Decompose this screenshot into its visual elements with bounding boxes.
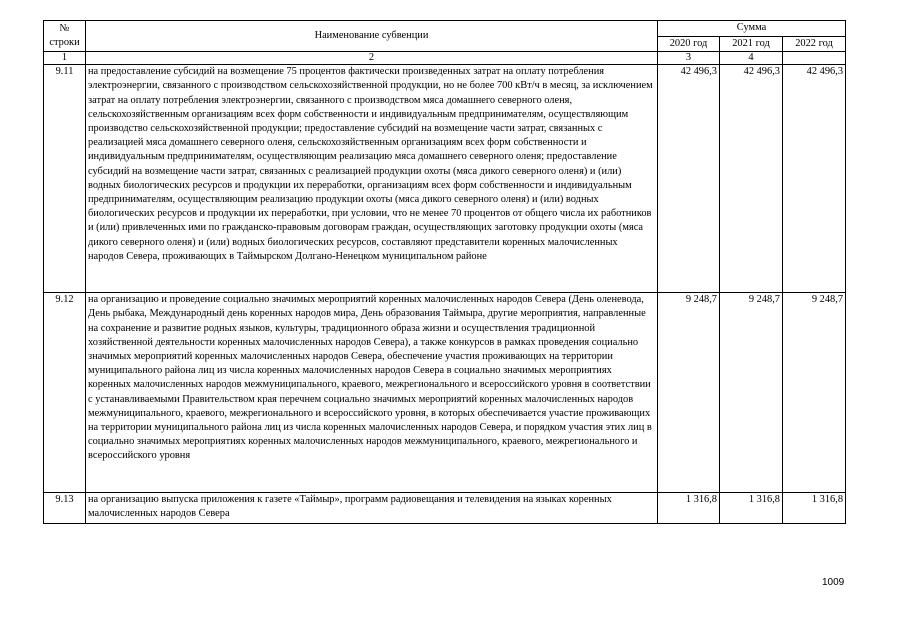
header-subvention-name: Наименование субвенции [86, 21, 658, 52]
subvention-description: на организацию выпуска приложения к газете «Таймыр», программ радиовещания и телевидения на языках коренных малочисленных народов Севера [86, 493, 658, 524]
amount-2020: 42 496,3 [658, 65, 720, 293]
amount-2021: 9 248,7 [720, 293, 783, 493]
header-year-2022: 2022 год [783, 37, 846, 52]
amount-2020: 9 248,7 [658, 293, 720, 493]
table-row [44, 293, 846, 493]
column-index-cell: 3 [658, 52, 720, 65]
amount-2021: 1 316,8 [720, 493, 783, 524]
page-number: 1009 [822, 577, 845, 588]
amount-2022: 9 248,7 [783, 293, 846, 493]
subvention-description: на организацию и проведение социально значимых мероприятий коренных малочисленных народов Севера (День оленевода, День рыбака, Международный день коренных народов мира, День образования Таймыра, другие мероприятия, направленные на сохранение и развитие родных языков, культуры, традиционного образа жизни и осуществления традиционной хозяйственной деятельности коренных малочисленных народов Севера), а также конкурсов в рамках проведения социально значимых мероприятий коренных малочисленных народов Севера, обеспечение участия проживающих на территории муниципального района лиц из числа коренных малочисленных народов Севера в социально значимых мероприятиях коренных малочисленных народов межмуниципального, краевого, межрегионального и всероссийского уровня в соответствии с устанавливаемыми Правительством края перечнем социально значимых мероприятий коренных малочисленных народов межмуниципального, краевого, межрегионального и всероссийского уровня, в которых обеспечивается участие проживающих на территории муниципального района лиц из числа коренных малочисленных народов Севера, и порядком участия этих лиц в социально значимых мероприятиях коренных малочисленных народов межмуниципального, краевого, межрегионального и всероссийского уровня [86, 293, 658, 493]
row-number: 9.11 [44, 65, 86, 293]
header-year-2021: 2021 год [720, 37, 783, 52]
table-row [44, 493, 846, 524]
table-row [44, 65, 846, 293]
amount-2020: 1 316,8 [658, 493, 720, 524]
column-index-cell: 2 [86, 52, 658, 65]
amount-2022: 1 316,8 [783, 493, 846, 524]
subvention-description: на предоставление субсидий на возмещение 75 процентов фактически произведенных затрат на оплату потребления электроэнергии, связанного с производством сельскохозяйственной продукции, но не более 700 кВт/ч в месяц, за исключением затрат на оплату потребления электроэнергии, связанного с производством мяса домашнего северного оленя, сельскохозяйственным организациям всех форм собственности и индивидуальным предпринимателям, осуществляющим производство сельскохозяйственной продукции; предоставление субсидий на возмещение части затрат, связанных с реализацией мяса домашнего северного оленя, сельскохозяйственным организациям всех форм собственности и индивидуальным предпринимателям, осуществляющим реализацию мяса домашнего северного оленя; предоставление субсидий на возмещение части затрат, связанных с реализацией продукции охоты (мяса дикого северного оленя) и (или) водных биологических ресурсов и продукции их переработки, организациям всех форм собственности и индивидуальным предпринимателям, осуществляющим реализацию продукции охоты (мяса дикого северного оленя) и (или) водных биологических ресурсов и продукции их переработки, при условии, что не менее 70 процентов от общего числа их работников и (или) привлеченных ими по гражданско-правовым договорам граждан, осуществляющих заготовку продукции охоты (мяса дикого северного оленя) и (или) водных биологических ресурсов, составляют представители коренных малочисленных народов Севера, проживающих в Таймырском Долгано-Ненецком муниципальном районе [86, 65, 658, 293]
document-page [43, 20, 845, 524]
row-number: 9.12 [44, 293, 86, 493]
amount-2021: 42 496,3 [720, 65, 783, 293]
column-index-cell: 1 [44, 52, 86, 65]
header-year-2020: 2020 год [658, 37, 720, 52]
subvention-table [43, 20, 846, 524]
column-index-cell [783, 52, 846, 65]
header-row-number: № строки [44, 21, 86, 52]
column-index-row [44, 52, 846, 65]
header-sum: Сумма [658, 21, 846, 37]
row-number: 9.13 [44, 493, 86, 524]
column-index-cell: 4 [720, 52, 783, 65]
amount-2022: 42 496,3 [783, 65, 846, 293]
